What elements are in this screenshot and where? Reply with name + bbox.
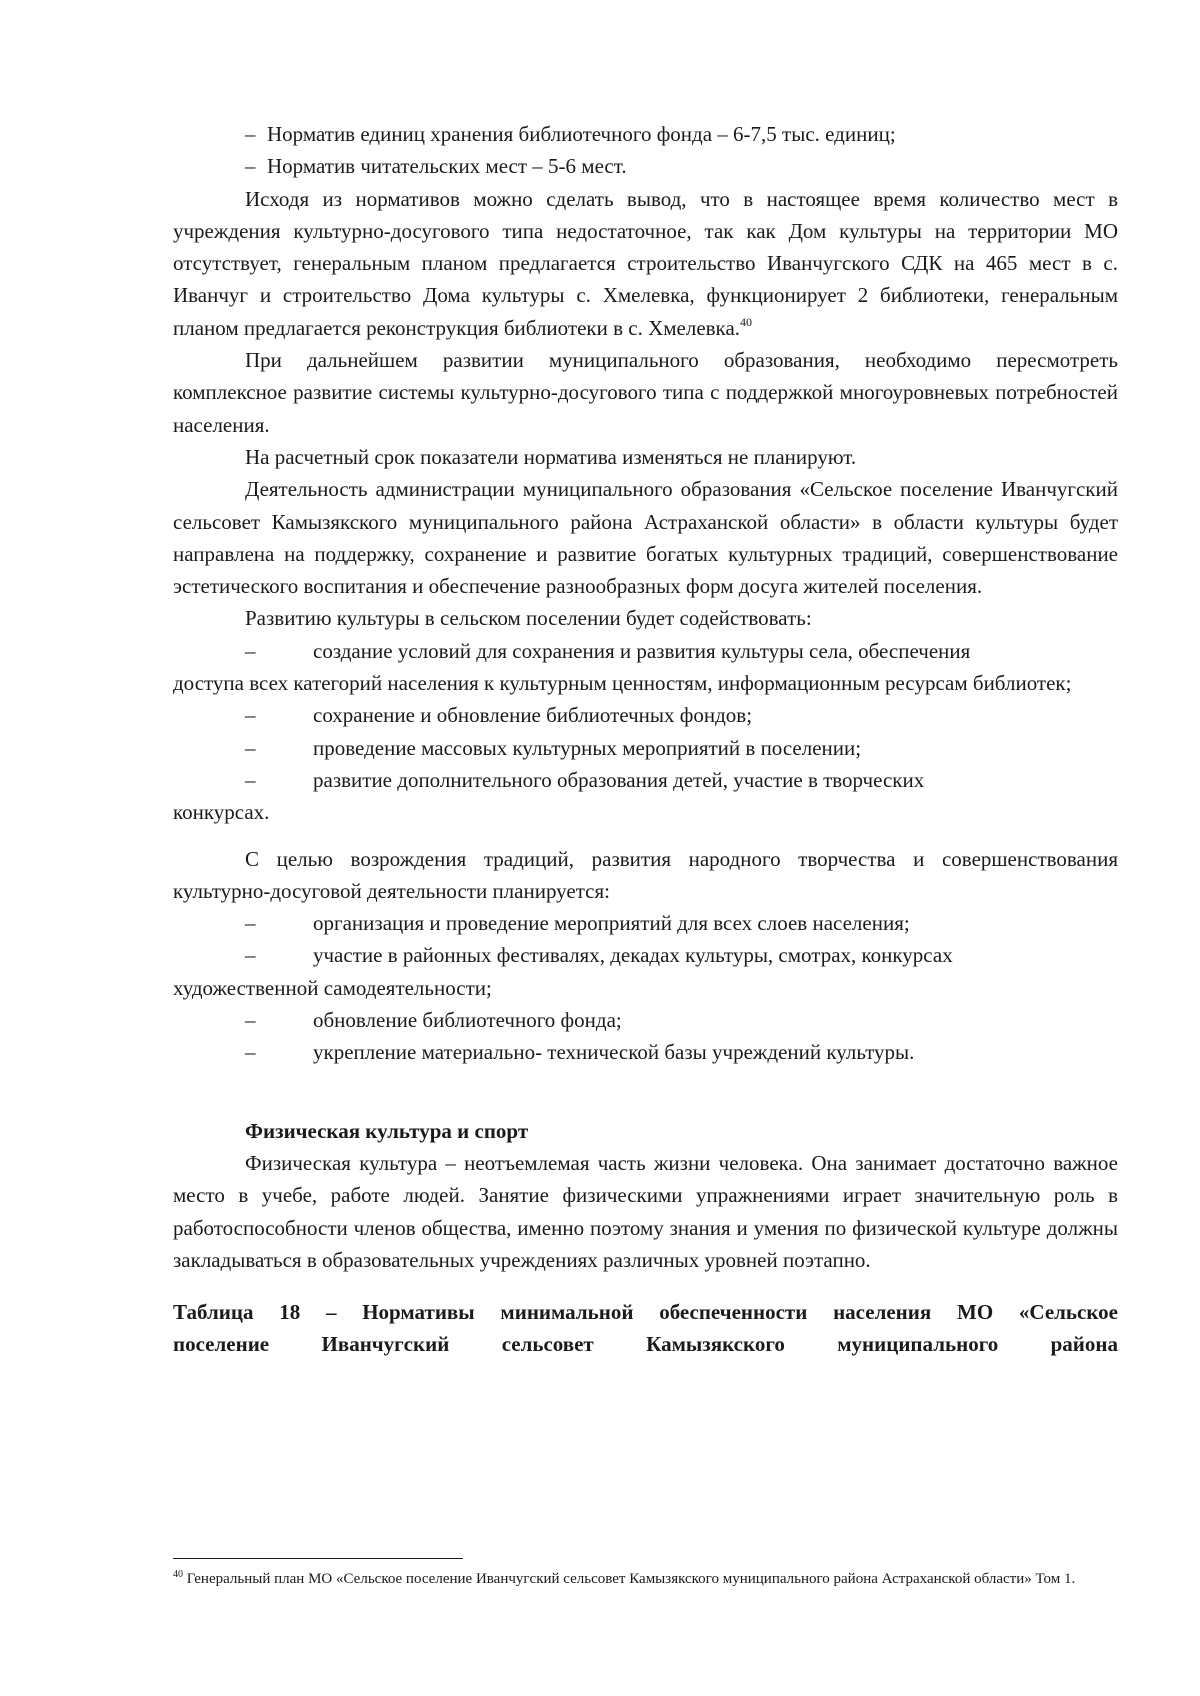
paragraph-culture-intro: Развитию культуры в сельском поселении будет содействовать: (245, 606, 812, 631)
spacer (173, 829, 1118, 843)
list-item-text: сохранение и обновление библиотечных фондов; (313, 703, 753, 728)
footnote-text: Генеральный план МО «Сельское поселение Иванчугский сельсовет Камызякского муниципального района Астраханской области» Том 1. (186, 1571, 1076, 1587)
dash-marker: – (245, 1040, 256, 1065)
list-item-continuation: доступа всех категорий населения к культурным ценностям, информационным ресурсам библиотек; (173, 671, 1072, 696)
list-item-continuation: художественной самодеятельности; (173, 975, 492, 1000)
norm-line-seats (173, 150, 1118, 182)
footnote-separator (173, 1558, 463, 1559)
dash-marker: – (245, 1008, 256, 1033)
dash-marker: – (245, 943, 256, 968)
list-item-text: укрепление материально- технической базы учреждений культуры. (313, 1040, 915, 1065)
list-item-text: организация и проведение мероприятий для всех слоев населения; (313, 911, 910, 936)
paragraph-development: При дальнейшем развитии муниципального образования, необходимо пересмотреть комплексное развитие системы культурно-досугового типа с поддержкой многоуровневых потребностей населения. (173, 348, 1118, 437)
table-caption-line-2: поселение Иванчугский сельсовет Камызякского муниципального района (173, 1332, 1118, 1357)
dash-marker: – (245, 638, 256, 663)
list-item-text: проведение массовых культурных мероприятий в поселении; (313, 735, 862, 760)
spacer (173, 1069, 1118, 1115)
list-item (173, 939, 1118, 971)
paragraph-administration: Деятельность администрации муниципального образования «Сельское поселение Иванчугский сельсовет Камызякского муниципального района Астраханской области» в области культуры будет направлена на поддержку, сохранение и развитие богатых культурных традиций, совершенствование эстетического воспитания и обеспечение разнообразных форм досуга жителей поселения. (173, 477, 1118, 599)
paragraph-physical-culture: Физическая культура – неотъемлемая часть жизни человека. Она занимает достаточно важное место в учебе, работе людей. Занятие физическими упражнениями играет значительную роль в работоспособности членов общества, именно поэтому знания и умения по физической культуре должны закладываться в образовательных учреждениях различных уровней поэтапно. (173, 1150, 1118, 1272)
dash-marker: – (245, 735, 256, 760)
list-item (173, 1004, 1118, 1036)
dash-marker: – (245, 122, 256, 146)
list-item (173, 699, 1118, 731)
footnote-ref[interactable]: 40 (740, 314, 753, 329)
list-item (173, 635, 1118, 667)
table-caption-line-1: Таблица 18 – Нормативы минимальной обеспеченности населения МО «Сельское (173, 1300, 1118, 1325)
list-item (173, 907, 1118, 939)
list-item-continuation: конкурсах. (173, 800, 270, 825)
document-body (173, 118, 1118, 1361)
norm-text: Норматив читательских мест – 5-6 мест. (267, 154, 627, 179)
paragraph-plans: С целью возрождения традиций, развития народного творчества и совершенствования культурно-досуговой деятельности планируется: (173, 846, 1118, 903)
list-item-text: создание условий для сохранения и развития культуры села, обеспечения (313, 638, 971, 663)
paragraph-forecast: На расчетный срок показатели норматива изменяться не планируют. (245, 444, 857, 469)
paragraph-text: Исходя из нормативов можно сделать вывод, что в настоящее время количество мест в учреждения культурно-досугового типа недостаточное, так как Дом культуры на территории МО отсутствует, генеральным планом предлагается строительство Иванчугского СДК на 465 мест в с. Иванчуг и строительство Дома культуры с. Хмелевка, функционирует 2 библиотеки, генеральным планом предлагается реконструкция библиотеки в с. Хмелевка. (173, 186, 1118, 340)
dash-marker: – (245, 911, 256, 936)
section-heading: Физическая культура и спорт (245, 1118, 529, 1143)
list-item (173, 732, 1118, 764)
dash-marker: – (245, 767, 256, 792)
norm-line-storage (173, 118, 1118, 150)
footnote-number: 40 (173, 1569, 183, 1580)
list-item (173, 1036, 1118, 1068)
list-item-text: участие в районных фестивалях, декадах культуры, смотрах, конкурсах (313, 943, 953, 968)
list-item (173, 764, 1118, 796)
spacer (173, 1276, 1118, 1296)
list-item-text: обновление библиотечного фонда; (313, 1008, 622, 1033)
list-item-text: развитие дополнительного образования детей, участие в творческих (313, 767, 925, 792)
dash-marker: – (245, 703, 256, 728)
paragraph-conclusion (173, 183, 1118, 344)
dash-marker: – (245, 154, 256, 179)
footnote (173, 1568, 1118, 1591)
norm-text: Норматив единиц хранения библиотечного фонда – 6-7,5 тыс. единиц; (267, 122, 896, 146)
